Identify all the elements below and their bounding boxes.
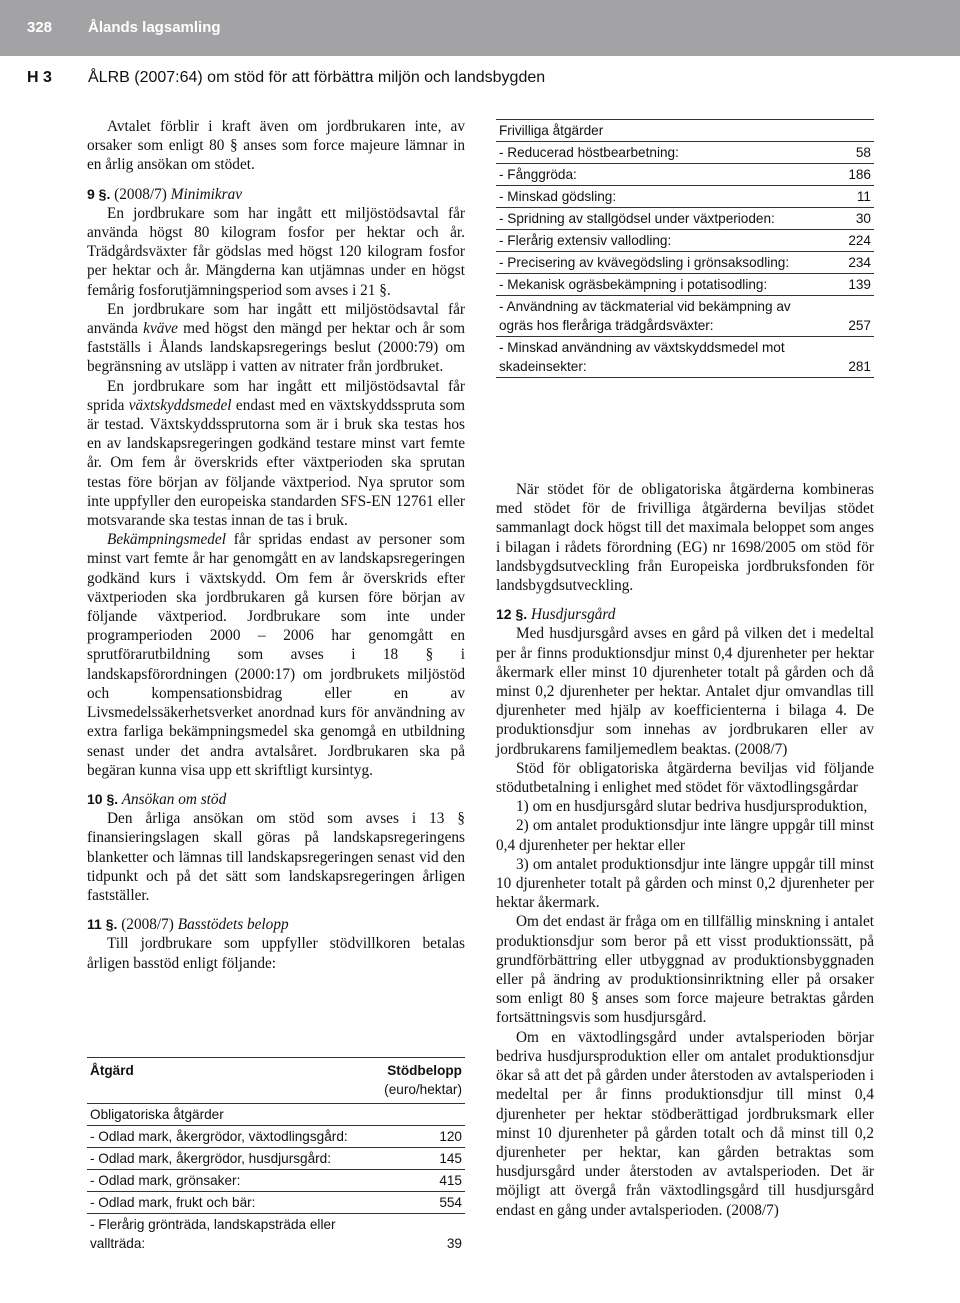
row-label: - Odlad mark, grönsaker: xyxy=(87,1170,363,1192)
running-title: Ålands lagsamling xyxy=(88,19,221,36)
row-value: 234 xyxy=(802,252,874,274)
row-value: 145 xyxy=(363,1148,465,1170)
section-12-list-item: 3) om antalet produktionsdjur inte längre uppgår till minst 10 djurenheter totalt på gården och minst 0,2 djurenheter per hektar åkermark. xyxy=(496,855,874,912)
row-value: 39 xyxy=(446,1236,462,1251)
table-header-row xyxy=(87,1058,465,1104)
row-value: 139 xyxy=(802,274,874,296)
section-12-list-item: 1) om en husdjursgård slutar bedriva husdjursproduktion, xyxy=(516,798,868,816)
document-code: H 3 xyxy=(27,69,52,86)
table-section-row xyxy=(87,1104,465,1126)
row-value: 30 xyxy=(802,208,874,230)
row-value: 224 xyxy=(802,230,874,252)
table-row xyxy=(496,296,874,337)
row-value: 186 xyxy=(802,164,874,186)
section-10-heading: 10 §. Ansökan om stöd xyxy=(87,790,227,808)
table-row xyxy=(496,252,874,274)
page-number: 328 xyxy=(27,19,53,36)
table-row xyxy=(496,337,874,378)
table-row xyxy=(87,1148,465,1170)
row-label: - Reducerad höstbearbetning: xyxy=(496,142,802,164)
combination-paragraph: När stödet för de obligatoriska åtgärderna kombineras med stödet för de frivilliga åtgärderna beviljas stödet sammanlagt dock högst till det maximala beloppet som anges i bilagan i rådets förordning (EG) nr 1698/2005 om stöd för landsbygdsutveckling från Europeiska jordbruksfonden för landsbygdsutveckling. xyxy=(496,481,874,595)
section-11-paragraph: Till jordbrukare som uppfyller stödvillkoren betalas årligen basstöd enligt följande: xyxy=(87,935,465,972)
section-9-paragraph: En jordbrukare som har ingått ett miljöstödsavtal får använda kväve med högst den mängd per hektar och år som fastställs i Ålands landskapsregerings beslut (2000:79) om begränsning av utsläpp i vatten av nitrater från jordbruket. xyxy=(87,300,466,376)
table-row xyxy=(496,208,874,230)
table-section-label: Obligatoriska åtgärder xyxy=(87,1104,465,1126)
row-label: - Odlad mark, frukt och bär: xyxy=(87,1192,363,1214)
section-12-paragraph: Med husdjursgård avses en gård på vilken det i medeltal per år finns produktionsdjur minst 0,4 djurenheter per hektar åkermark eller minst 10 djurenheter totalt på gården och då minst 0,2 djurenheter per hektar. Antalet djur omvandlas till djurenheter med hjälp av koefficienterna i bilaga 4. De produktionsdjur som innehas av jordbrukaren eller av jordbrukarens familjemedlem beaktas. (2008/7) xyxy=(496,625,874,758)
section-12-heading: 12 §. Husdjursgård xyxy=(496,606,616,624)
row-label: - Flerårig grönträda, landskapsträda eller vallträda: xyxy=(90,1217,336,1251)
row-label: - Fånggröda: xyxy=(496,164,802,186)
section-9-paragraph: En jordbrukare som har ingått ett miljöstödsavtal får sprida växtskyddsmedel endast med en växtskyddsspruta som är testad. Växtskyddssprutorna som är i bruk ska testas hos en av landskapsregeringen godkänd testare minst vart femte år. Om fem år överskrids efter växtperioden ska sprutan testas före början av följande växtperiod. Nya sprutor som inte uppfyller den europeiska standarden SFS-EN 12761 eller motsvarande ska testas innan de tas i bruk. xyxy=(87,377,465,530)
section-11-heading: 11 §. (2008/7) Basstödets belopp xyxy=(87,916,289,934)
section-12-paragraph: Om en växtodlingsgård under avtalsperioden börjar bedriva husdjursproduktion eller om antalet produktionsdjur ökar så att det på gården under återstoden av avtalsperioden i medeltal per år finns produktionsdjur till minst 0,4 djurenheter per hektar stödberättigad jordbruksmark eller minst 10 djurenheter på gården totalt och då minst till 0,2 djurenheter per hektar, kan gården betraktas som husdjursgård under återstoden av avtalsperioden. Det är möjligt att övergå från växtodlingsgård till husdjursgård endast en gång under avtalsperioden. (2008/7) xyxy=(496,1028,874,1219)
row-value: 120 xyxy=(363,1126,465,1148)
right-column xyxy=(496,480,874,1220)
row-label: - Minskad gödsling: xyxy=(496,186,802,208)
row-value: 257 xyxy=(802,296,874,337)
table-row xyxy=(87,1192,465,1214)
table-row xyxy=(87,1126,465,1148)
row-label: - Odlad mark, åkergrödor, husdjursgård: xyxy=(87,1148,363,1170)
row-value: 415 xyxy=(363,1170,465,1192)
row-label: - Mekanisk ogräsbekämpning i potatisodling: xyxy=(496,274,802,296)
table-row xyxy=(496,142,874,164)
table-row xyxy=(87,1170,465,1192)
table-row xyxy=(496,230,874,252)
row-value: 11 xyxy=(802,186,874,208)
voluntary-measures-table xyxy=(496,119,874,378)
row-value: 281 xyxy=(802,337,874,378)
intro-paragraph: Avtalet förblir i kraft även om jordbrukaren inte, av orsaker som enligt 80 § anses som force majeure lämnar in en årlig ansökan om stödet. xyxy=(87,118,465,174)
table-section-label: Frivilliga åtgärder xyxy=(496,120,874,142)
column-header-amount: Stödbelopp (euro/hektar) xyxy=(363,1058,465,1104)
basic-support-table xyxy=(87,1057,465,1254)
section-9-paragraph: En jordbrukare som har ingått ett miljöstödsavtal får använda högst 80 kilogram fosfor per hektar och år. Trädgårdsväxter får gödslas med högst 120 kilogram fosfor per hektar och år. Mängderna kan utjämnas under en högst femårig fosforutjämningsperiod som avses i 21 §. xyxy=(87,204,465,299)
section-12-paragraph: Om det endast är fråga om en tillfällig minskning i antalet produktionsdjur som beror på ett visst produktionssätt, på grundförbättring eller utbyggnad av produktionsbyggnaden eller på ändring av produktionsinriktning eller på orsaker som enligt 80 § anses som force majeure betraktas gården fortsättningsvis som husdjursgård. xyxy=(496,913,874,1027)
table-row xyxy=(496,164,874,186)
section-10-paragraph: Den årliga ansökan om stöd som avses i 13 § finansieringslagen skall göras på landskapsregeringens blanketter och lämnas till landskapsregeringen senast vid den tidpunkt och på det sätt som landskapsregeringen årligen fastställer. xyxy=(87,810,465,904)
row-label: - Precisering av kvävegödsling i grönsaksodling: xyxy=(496,252,802,274)
row-label: - Flerårig extensiv vallodling: xyxy=(496,230,802,252)
table-row xyxy=(496,186,874,208)
left-column xyxy=(87,117,465,973)
section-9-heading: 9 §. (2008/7) Minimikrav xyxy=(87,185,243,203)
table-section-row xyxy=(496,120,874,142)
section-12-list-item: 2) om antalet produktionsdjur inte längre uppgår till minst 0,4 djurenheter per hektar eller xyxy=(496,817,874,854)
row-label: - Odlad mark, åkergrödor, växtodlingsgård: xyxy=(87,1126,363,1148)
section-12-paragraph: Stöd för obligatoriska åtgärderna beviljas vid följande stödutbetalning i enlighet med stödet för växtodlingsgårdar xyxy=(496,759,874,797)
row-label: - Minskad användning av växtskyddsmedel mot skadeinsekter: xyxy=(496,337,802,378)
section-9-paragraph: Bekämpningsmedel får spridas endast av personer som minst vart femte år har genomgått en av landskapsregeringen godkänd kurs i växtskydd. Om fem år överskrids efter växtperioden ska jordbrukaren gå kursen före början av följande växtperiod. Jordbrukare som inte under programperioden 2000 – 2006 har genomgått en sprutförarutbildning som avses i 18 § i landskapsförordningen (2000:17) om jordbrukets miljöstöd och kompensationsbidrag eller en av Livsmedelssäkerhetsverket anordnad kurs för användning av extra farliga bekämpningsmedel ska genomgå en utbildning senast under det andra avtalsåret. Jordbrukaren ska på begäran kunna visa upp ett skriftligt kursintyg. xyxy=(87,531,465,779)
row-label: - Användning av täckmaterial vid bekämpning av ogräs hos fleråriga trädgårdsväxter: xyxy=(496,296,802,337)
header-bar xyxy=(0,0,960,56)
document-title: ÅLRB (2007:64) om stöd för att förbättra miljön och landsbygden xyxy=(88,69,546,86)
table-row xyxy=(87,1214,465,1255)
column-header-action: Åtgärd xyxy=(87,1058,363,1104)
row-label: - Spridning av stallgödsel under växtperioden: xyxy=(496,208,802,230)
row-value: 554 xyxy=(363,1192,465,1214)
table-row xyxy=(496,274,874,296)
row-value: 58 xyxy=(802,142,874,164)
